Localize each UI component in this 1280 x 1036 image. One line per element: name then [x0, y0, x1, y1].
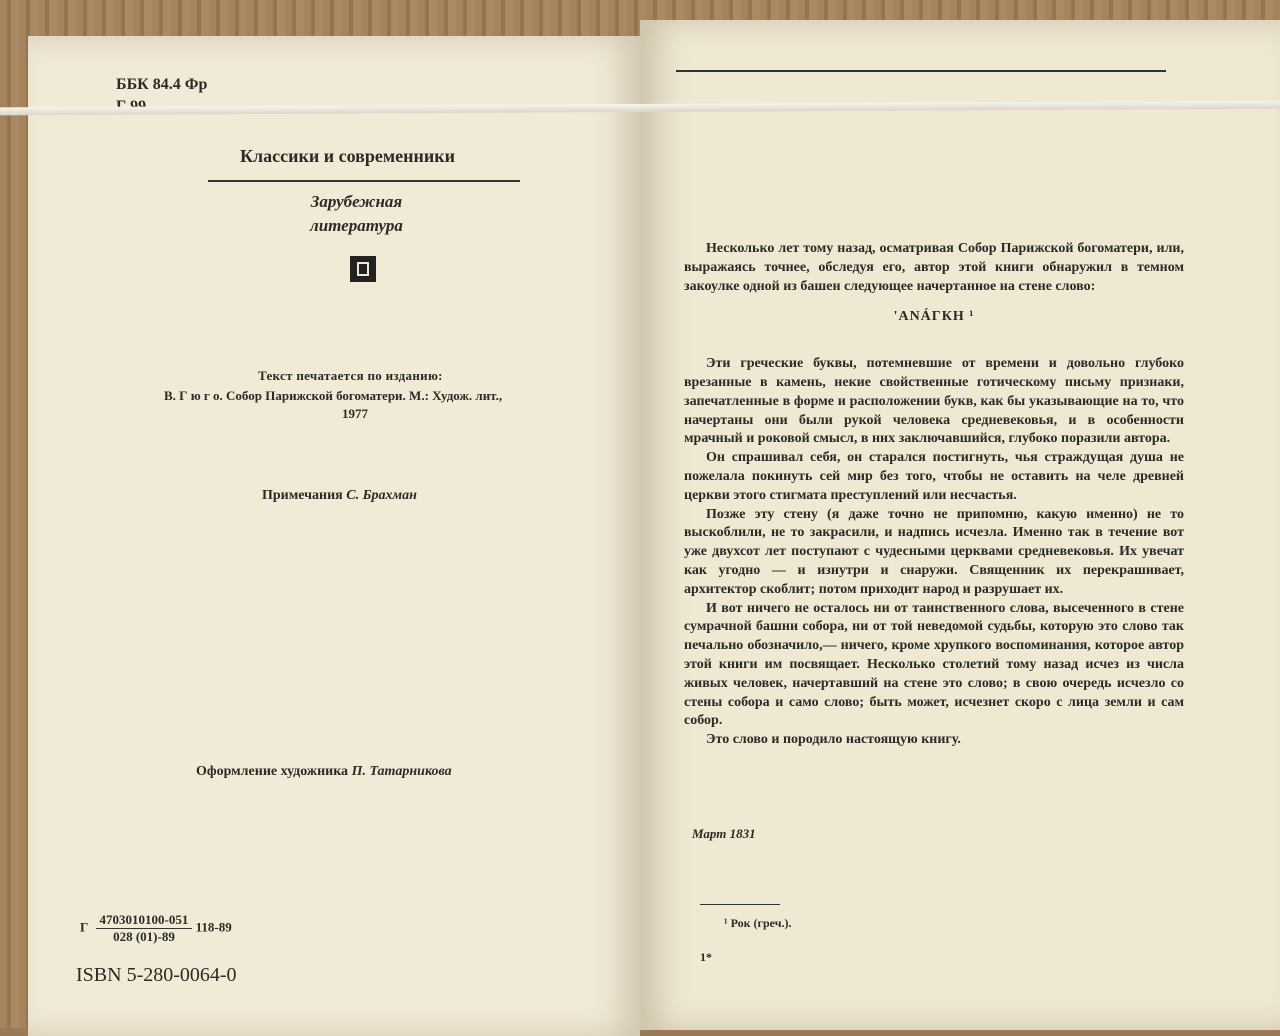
catalog-code	[80, 912, 232, 945]
notes-author: С. Брахман	[346, 488, 417, 503]
footnote-rule	[700, 904, 780, 905]
design-author: П. Татарникова	[351, 764, 452, 779]
subseries-line-2: литература	[310, 216, 403, 235]
preface-date: Март 1831	[692, 826, 756, 841]
bbk-line-1: ББК 84.4 Фр	[116, 76, 208, 93]
publisher-logo-icon	[350, 256, 376, 282]
header-rule	[676, 70, 1166, 72]
source-reference: В. Г ю г о. Собор Парижской богоматери. М.: Худож. лит.,	[164, 388, 503, 403]
source-year: 1977	[342, 406, 368, 421]
code-fraction	[96, 912, 193, 945]
paragraph-4: Позже эту стену (я даже точно не припомню, какую именно) не то выскоблили, не то закрасили, и надпись исчезла. Именно так в течение вот уже двухсот лет поступают с чудесными церквами средневековья. Их увечат как угодно — и изнутри и снаружи. Священник их перекрашивает, архитектор скоблит; потом приходит народ и разрушает их.	[684, 506, 1184, 597]
preface-text	[684, 240, 1184, 750]
series-rule	[208, 180, 520, 182]
subseries-line-1: Зарубежная	[310, 192, 403, 211]
subseries-title	[310, 190, 403, 238]
design-label: Оформление художника	[196, 764, 349, 779]
notes-label: Примечания	[262, 488, 343, 503]
footnote: ¹ Рок (греч.).	[724, 916, 792, 930]
paragraph-6: Это слово и породило настоящую книгу.	[706, 732, 961, 748]
notes-credit	[262, 488, 417, 504]
code-suffix: 118-89	[195, 919, 232, 935]
left-page	[28, 36, 640, 1036]
series-title: Классики и современники	[240, 146, 455, 166]
paragraph-3: Он спрашивал себя, он старался постигнуть, чья страждущая душа не пожелала покинуть сей мир без того, чтобы не оставить на челе древней церкви этого стигмата преступлений или несчастья.	[684, 450, 1184, 503]
isbn: ISBN 5-280-0064-0	[76, 964, 237, 986]
design-credit	[196, 764, 452, 780]
source-intro: Текст печатается по изданию:	[258, 368, 443, 383]
code-numerator: 4703010100-051	[96, 912, 193, 929]
code-denominator: 028 (01)-89	[113, 929, 175, 944]
paragraph-1: Несколько лет тому назад, осматривая Собор Парижской богоматери, или, выражаясь точнее, обследуя его, автор этой книги обнаружил в темном закоулке одной из башен следующее начертанное на стене слово:	[684, 241, 1184, 294]
paragraph-2: Эти греческие буквы, потемневшие от времени и довольно глубоко врезанные в камень, некие свойственные готическому письму признаки, запечатленные в форме и расположении букв, как бы указывающие на то, что начертаны они были рукой человека средневековья, и в особенности мрачный и роковой смысл, в них заключавшийся, глубоко поразили автора.	[684, 356, 1184, 447]
greek-word: 'ANÁГКН ¹	[893, 309, 975, 325]
paragraph-5: И вот ничего не осталось ни от таинственного слова, высеченного в стене сумрачной башни собора, ни от той неведомой судьбы, которую это слово так печально обозначило,— ничего, кроме хрупкого воспоминания, которое автор этой книги им посвящает. Несколько столетий тому назад исчез из числа живых человек, начертавший на стене это слово; в свою очередь исчезло со стены собора и само слово; быть может, исчезнет скоро с лица земли и сам собор.	[684, 600, 1184, 729]
code-prefix: Г	[80, 919, 89, 935]
page-number: 1*	[700, 950, 712, 964]
